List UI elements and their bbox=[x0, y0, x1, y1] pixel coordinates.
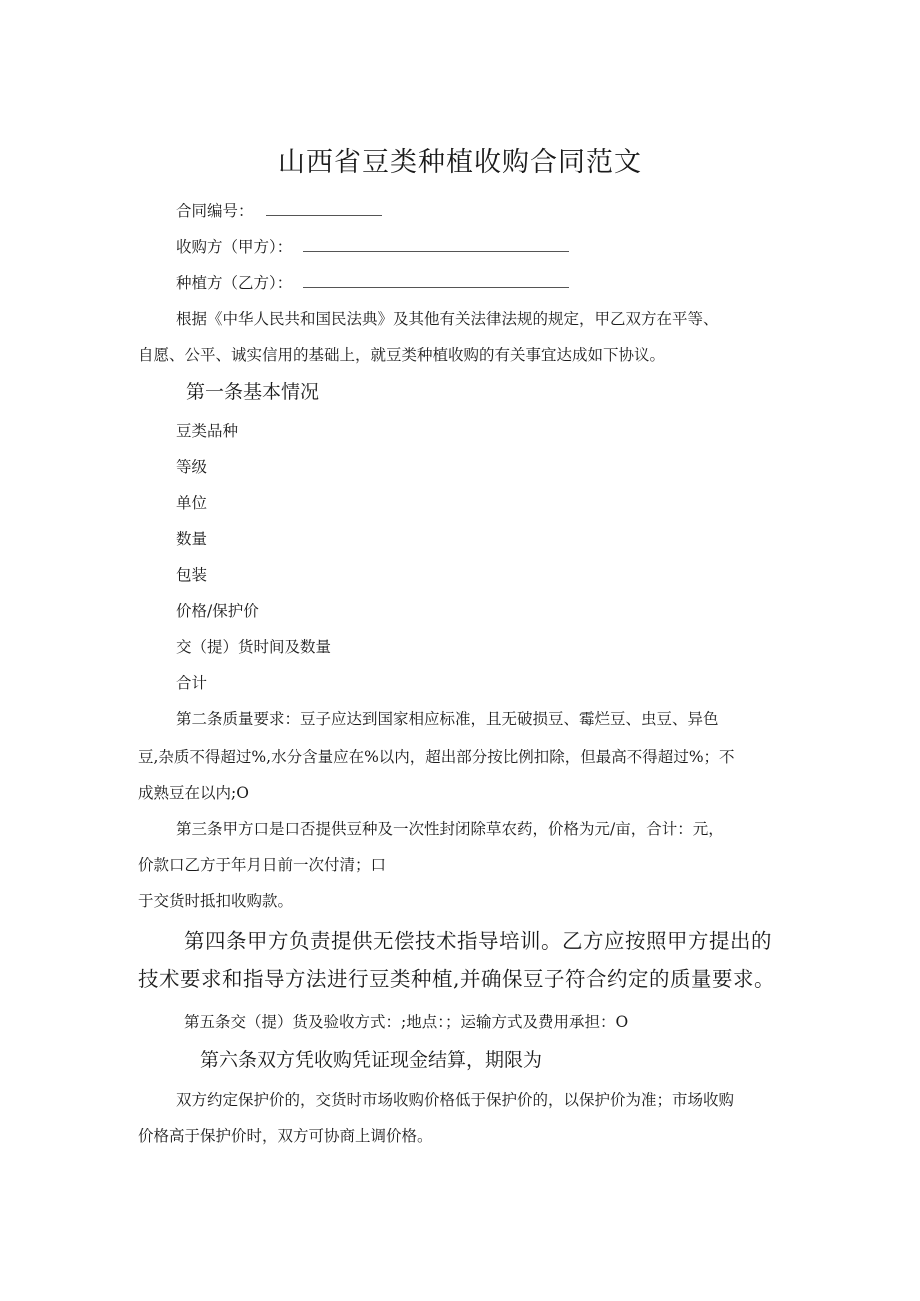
article-1-item: 数量 bbox=[176, 530, 208, 548]
article-4-line-2: 技术要求和指导方法进行豆类种植,并确保豆子符合约定的质量要求。 bbox=[138, 967, 776, 991]
document-title: 山西省豆类种植收购合同范文 bbox=[278, 147, 642, 178]
buyer-label: 收购方（甲方）： bbox=[176, 238, 293, 256]
article-5-line-1: 第五条交（提）货及验收方式：;地点：；运输方式及费用承担：O bbox=[184, 1013, 629, 1031]
article-3-line-2: 价款口乙方于年月日前一次付清；口 bbox=[138, 856, 387, 874]
article-3-line-1: 第三条甲方口是口否提供豆种及一次性封闭除草农药，价格为元/亩，合计：元， bbox=[176, 820, 724, 838]
article-2-line-1: 第二条质量要求：豆子应达到国家相应标准，且无破损豆、霉烂豆、虫豆、异色 bbox=[176, 710, 719, 728]
contract-number-label: 合同编号： bbox=[176, 202, 254, 220]
article-3-line-3: 于交货时抵扣收购款。 bbox=[138, 892, 294, 910]
planter-label: 种植方（乙方）： bbox=[176, 274, 293, 292]
article-1-item: 交（提）货时间及数量 bbox=[176, 638, 332, 656]
buyer-field bbox=[176, 237, 569, 257]
article-2-line-2: 豆,杂质不得超过%,水分含量应在%以内，超出部分按比例扣除，但最高不得超过%；不 bbox=[138, 748, 735, 766]
article-1-item: 豆类品种 bbox=[176, 422, 239, 440]
article-1-item: 等级 bbox=[176, 458, 208, 476]
article-1-item: 单位 bbox=[176, 494, 208, 512]
article-1-item: 价格/保护价 bbox=[176, 602, 259, 620]
planter-field bbox=[176, 273, 569, 293]
article-1-heading: 第一条基本情况 bbox=[186, 381, 320, 403]
intro-line-1: 根据《中华人民共和国民法典》及其他有关法律法规的规定，甲乙双方在平等、 bbox=[176, 310, 719, 328]
intro-line-2: 自愿、公平、诚实信用的基础上，就豆类种植收购的有关事宜达成如下协议。 bbox=[138, 346, 666, 364]
article-6-line-2: 价格高于保护价时，双方可协商上调价格。 bbox=[138, 1127, 433, 1145]
contract-number-field bbox=[176, 201, 382, 221]
article-2-line-3: 成熟豆在以内;O bbox=[138, 784, 249, 802]
planter-blank[interactable] bbox=[303, 273, 569, 288]
article-1-item: 合计 bbox=[176, 674, 208, 692]
article-6-line-1: 双方约定保护价的，交货时市场收购价格低于保护价的，以保护价为准；市场收购 bbox=[176, 1091, 735, 1109]
contract-number-blank[interactable] bbox=[266, 201, 382, 216]
article-4-line-1: 第四条甲方负责提供无偿技术指导培训。乙方应按照甲方提出的 bbox=[184, 929, 772, 953]
buyer-blank[interactable] bbox=[303, 237, 569, 252]
article-6-heading: 第六条双方凭收购凭证现金结算，期限为 bbox=[200, 1049, 543, 1071]
article-1-item: 包装 bbox=[176, 566, 208, 584]
